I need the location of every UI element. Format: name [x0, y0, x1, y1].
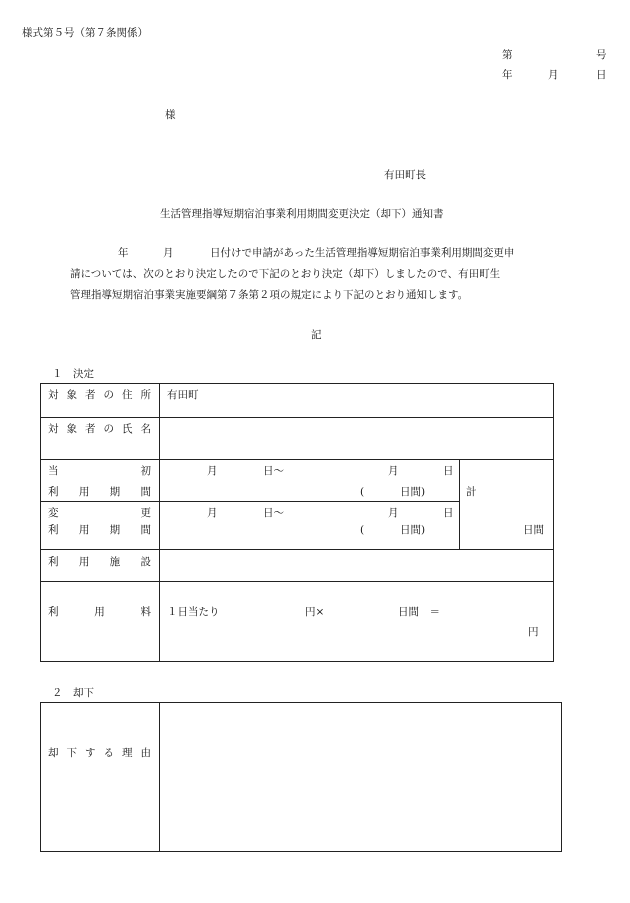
fee-days-equals: 日間 ＝: [398, 606, 440, 618]
name-label: 対 象 者 の 氏 名: [48, 423, 151, 435]
initial-start-month: 月: [207, 465, 218, 477]
date-day: 日: [596, 69, 607, 81]
change-end-month: 月: [388, 507, 399, 519]
intro-line2: 請については、次のとおり決定したので下記のとおり決定（却下）しましたので、有田町生: [70, 268, 501, 280]
reason-label: 却 下 す る 理 由: [48, 747, 151, 759]
document-title: 生活管理指導短期宿泊事業利用期間変更決定（却下）通知書: [160, 208, 444, 220]
change-days-open: (: [360, 524, 365, 536]
change-days-close: 日間): [400, 524, 426, 536]
date-year: 年: [502, 69, 513, 81]
form-number: 様式第５号（第７条関係）: [22, 27, 148, 39]
date-month: 月: [548, 69, 559, 81]
facility-value[interactable]: [167, 555, 547, 577]
address-value[interactable]: 有田町: [167, 389, 199, 401]
reason-value[interactable]: [166, 708, 556, 846]
total-days: 日間: [523, 524, 544, 536]
initial-days-open: (: [360, 486, 365, 498]
change-label-bottom: 利 用 期 間: [48, 524, 151, 536]
intro-line1: 日付けで申請があった生活管理指導短期宿泊事業利用期間変更申: [210, 247, 515, 259]
initial-days-close: 日間): [400, 486, 426, 498]
ki-heading: 記: [311, 329, 322, 341]
change-start-month: 月: [207, 507, 218, 519]
initial-label-top: 当 初: [48, 465, 151, 477]
fee-yen-total: 円: [528, 626, 539, 638]
change-start-day: 日～: [263, 507, 284, 519]
address-label: 対 象 者 の 住 所: [48, 389, 151, 401]
intro-line3: 管理指導短期宿泊事業実施要綱第７条第２項の規定により下記のとおり通知します。: [70, 289, 469, 301]
section2-heading: ２ 却下: [52, 687, 94, 699]
fee-yen-times: 円×: [305, 606, 325, 618]
doc-no-go: 号: [596, 49, 607, 61]
initial-end-month: 月: [388, 465, 399, 477]
addressee-suffix: 様: [165, 109, 176, 121]
facility-label: 利 用 施 設: [48, 556, 151, 568]
change-label-top: 変 更: [48, 507, 151, 519]
issuer: 有田町長: [384, 169, 426, 181]
intro-year: 年: [118, 247, 129, 259]
section1-heading: １ 決定: [52, 368, 94, 380]
fee-label: 利 用 料: [48, 606, 151, 618]
intro-month: 月: [163, 247, 174, 259]
total-label: 計: [466, 486, 477, 498]
doc-no-dai: 第: [502, 49, 513, 61]
change-end-day: 日: [443, 507, 454, 519]
initial-end-day: 日: [443, 465, 454, 477]
name-value[interactable]: [167, 424, 547, 452]
initial-start-day: 日～: [263, 465, 284, 477]
initial-label-bottom: 利 用 期 間: [48, 486, 151, 498]
fee-per-day: １日当たり: [167, 606, 220, 618]
